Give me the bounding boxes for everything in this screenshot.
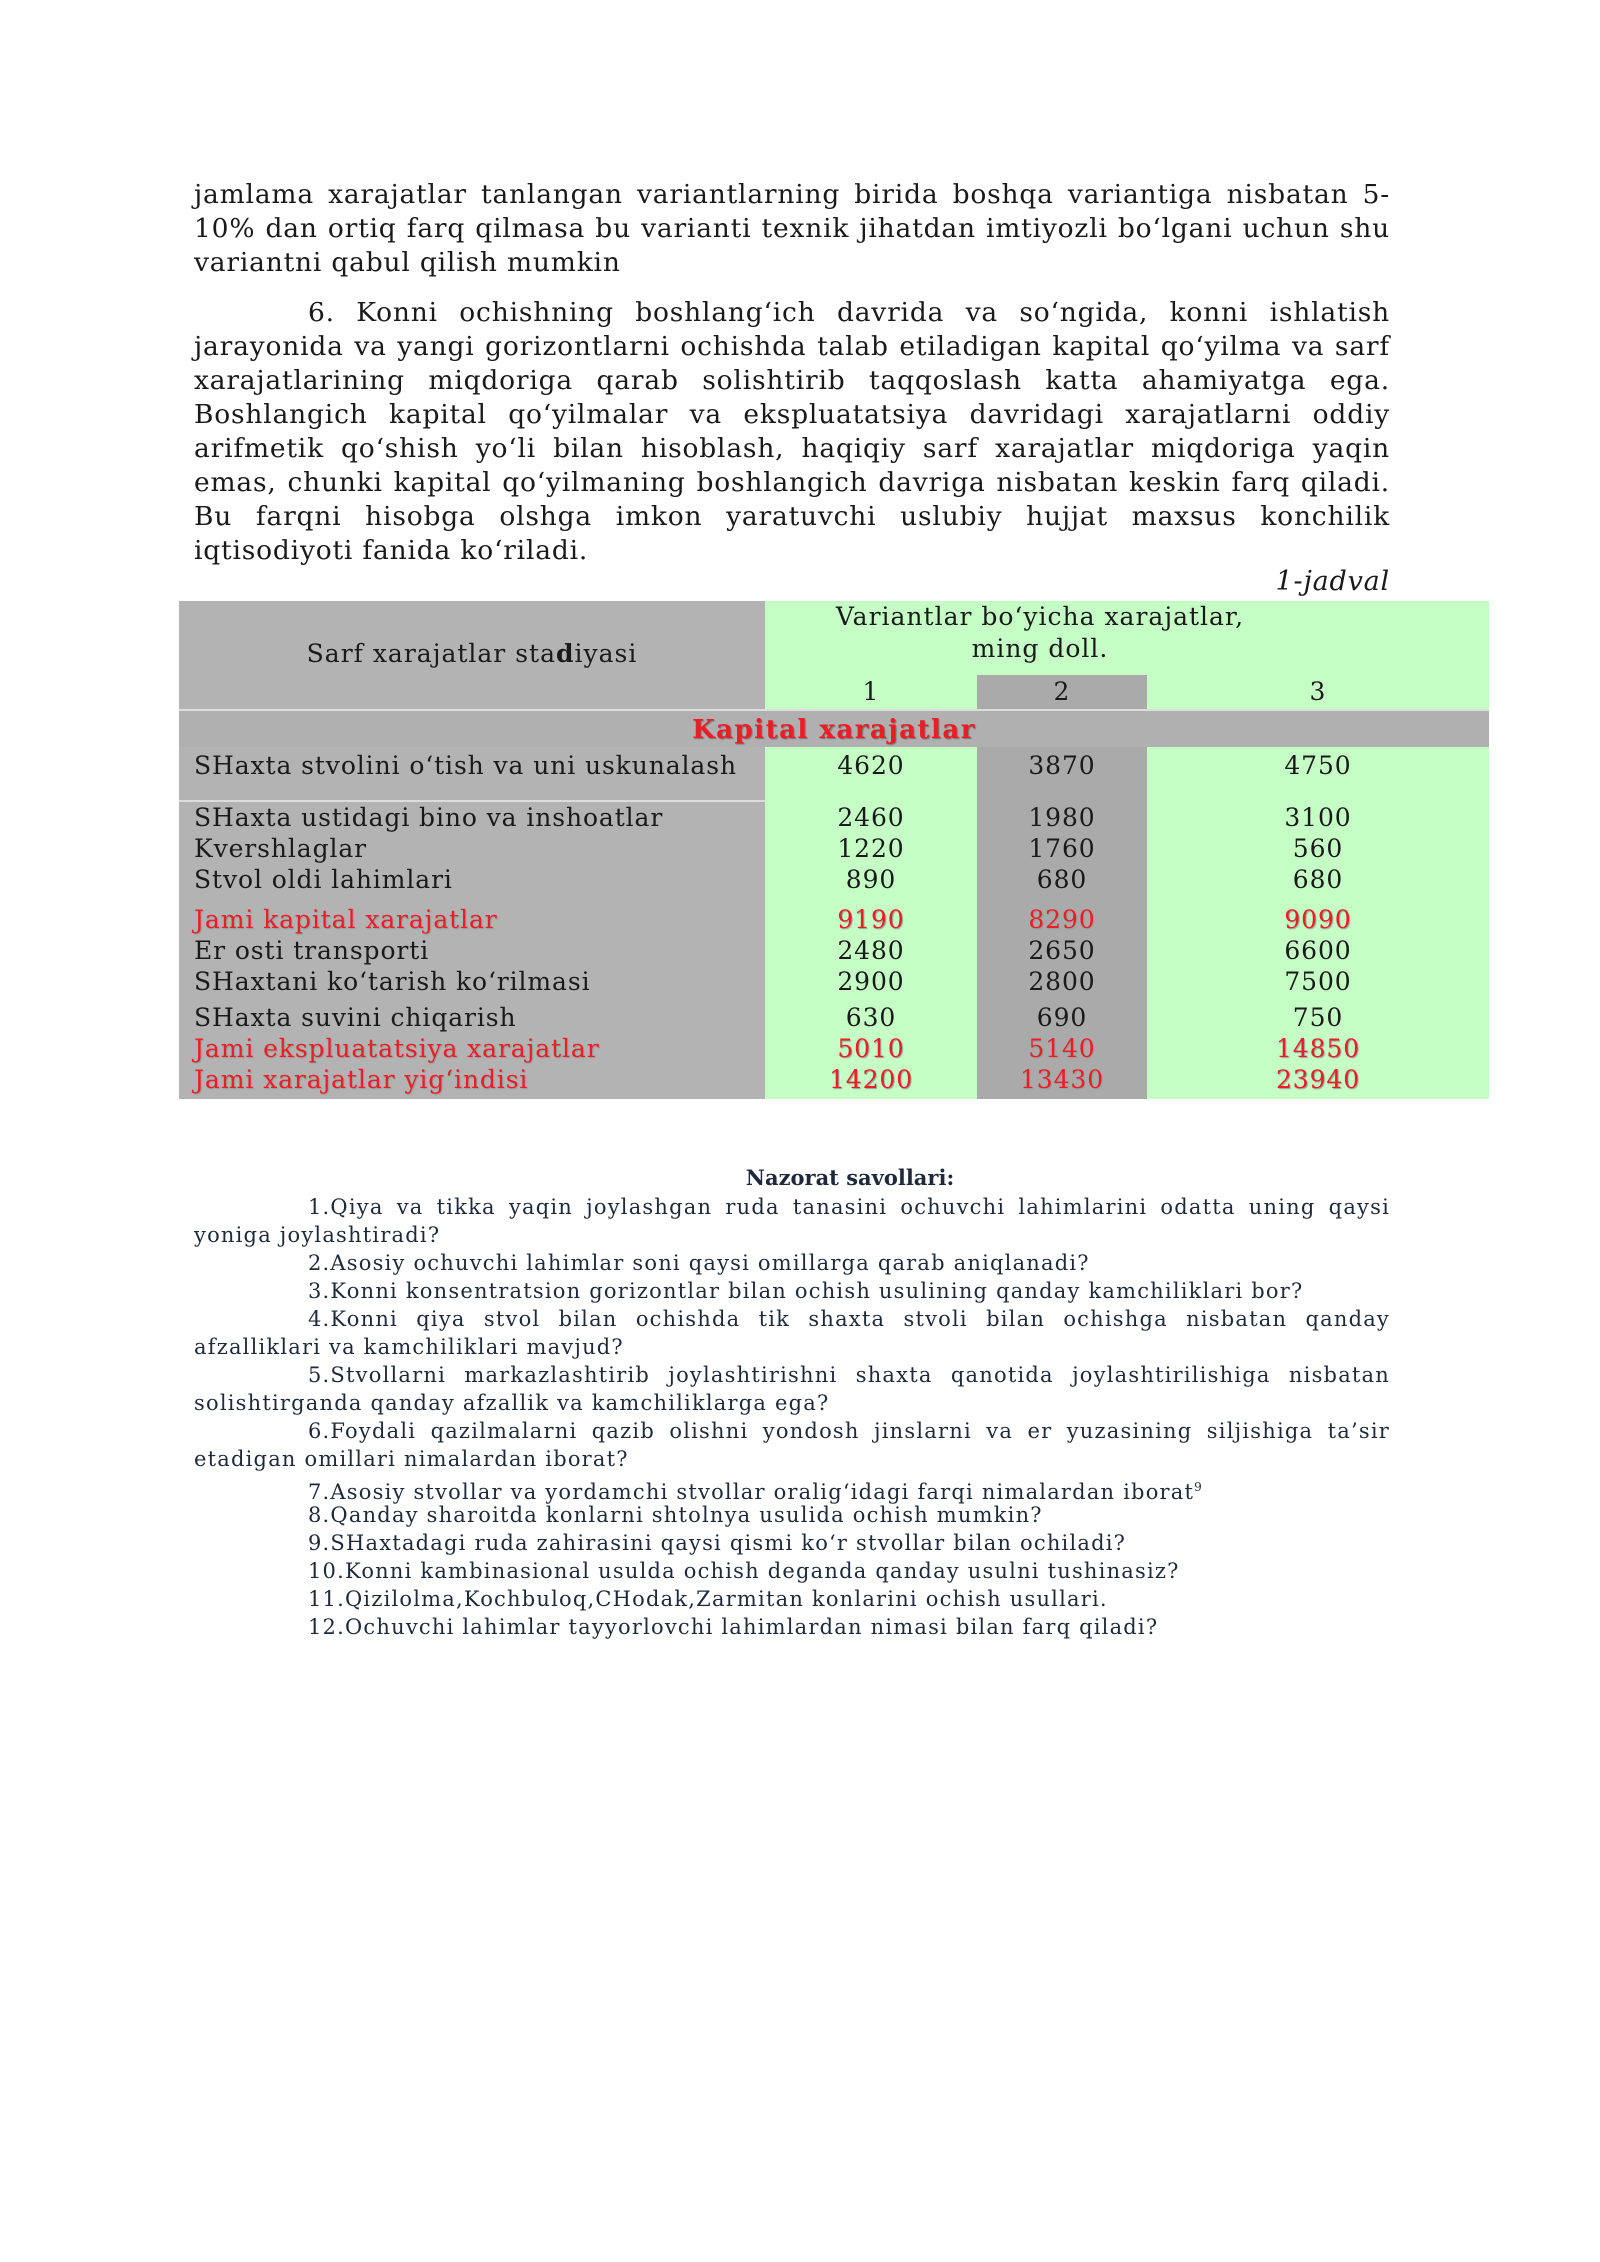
table-row-total bbox=[179, 1064, 1489, 1095]
question-12: 12.Ochuvchi lahimlar tayyorlovchi lahimlardan nimasi bilan farq qiladi? bbox=[308, 1615, 1159, 1639]
table-row-total bbox=[179, 904, 1489, 935]
table-row bbox=[179, 966, 1489, 997]
question-1: 1.Qiya va tikka yaqin joylashgan ruda tanasini ochuvchi lahimlarini odatta uning qaysi yoniga joylashtiradi? bbox=[194, 1195, 1390, 1247]
question-7-text: 7.Asosiy stvollar va yordamchi stvollar oralig‘idagi farqi nimalardan iborat bbox=[308, 1480, 1195, 1504]
row-value-3: 6600 bbox=[1284, 936, 1352, 965]
intro-paragraph-2: 6. Konni ochishning boshlang‘ich davrida va so‘ngida, konni ishlatish jarayonida va yangi gorizontlarni ochishda talab etiladigan kapital qo‘yilma va sarf xarajatlarining miqdoriga qarab solishtirib taqqoslash katta ahamiyatga ega. Boshlangich kapital qo‘yilmalar va ekspluatatsiya davridagi xarajatlarni oddiy arifmetik qo‘shish yo‘li bilan hisoblash, haqiqiy sarf xarajatlar miqdoriga yaqin emas, chunki kapital qo‘yilmaning boshlangich davriga nisbatan keskin farq qiladi. Bu farqni hisobga olshga imkon yaratuvchi uslubiy hujjat maxsus konchilik iqtisodiyoti fanida ko‘riladi. bbox=[194, 297, 1390, 566]
row-value-2: 8290 bbox=[1028, 905, 1096, 934]
row-value-3: 560 bbox=[1292, 834, 1344, 863]
question-3: 3.Konni konsentratsion gorizontlar bilan ochish usulining qanday kamchiliklari bor? bbox=[308, 1279, 1304, 1303]
row-label: Jami kapital xarajatlar bbox=[194, 905, 498, 934]
row-label: SHaxta suvini chiqarish bbox=[194, 1003, 517, 1032]
row-value-3: 750 bbox=[1292, 1003, 1344, 1032]
row-label: SHaxta stvolini o‘tish va uni uskunalash bbox=[194, 751, 737, 780]
row-value-1: 9190 bbox=[837, 905, 905, 934]
row-value-3: 23940 bbox=[1275, 1065, 1361, 1094]
row-value-1: 1220 bbox=[837, 834, 905, 863]
row-value-1: 4620 bbox=[837, 751, 905, 780]
table-row-total bbox=[179, 1033, 1489, 1064]
question-8: 8.Qanday sharoitda konlarni shtolnya usulida ochish mumkin? bbox=[308, 1503, 1043, 1527]
table-row bbox=[179, 750, 1489, 781]
table-row bbox=[179, 1002, 1489, 1033]
intro-paragraph-1: jamlama xarajatlar tanlangan variantlarning birida boshqa variantiga nisbatan 5-10% dan ortiq farq qilmasa bu varianti texnik jihatdan imtiyozli bo‘lgani uchun shu variantni qabul qilish mumkin bbox=[194, 179, 1390, 278]
header-stage-label: Sarf xarajatlar stadiyasi bbox=[306, 639, 638, 668]
table-row bbox=[179, 935, 1489, 966]
question-5: 5.Stvollarni markazlashtirib joylashtirishni shaxta qanotida joylashtirilishiga nisbatan solishtirganda qanday afzallik va kamchiliklarga ega? bbox=[194, 1363, 1390, 1415]
row-label: Stvol oldi lahimlari bbox=[194, 865, 453, 894]
row-value-3: 4750 bbox=[1284, 751, 1352, 780]
row-value-3: 3100 bbox=[1284, 803, 1352, 832]
row-value-1: 2480 bbox=[837, 936, 905, 965]
row-value-1: 14200 bbox=[828, 1065, 914, 1094]
question-9: 9.SHaxtadagi ruda zahirasini qaysi qismi ko‘r stvollar bilan ochiladi? bbox=[308, 1531, 1127, 1555]
row-value-1: 5010 bbox=[837, 1034, 905, 1063]
row-value-3: 680 bbox=[1292, 865, 1344, 894]
footnote-marker: 9 bbox=[1194, 1480, 1203, 1494]
row-value-1: 890 bbox=[845, 865, 897, 894]
row-label: Jami ekspluatatsiya xarajatlar bbox=[194, 1034, 600, 1063]
table-row bbox=[179, 864, 1489, 895]
question-11: 11.Qizilolma,Kochbuloq,CHodak,Zarmitan konlarini ochish usullari. bbox=[308, 1587, 1108, 1611]
row-label: Jami xarajatlar yig‘indisi bbox=[194, 1065, 529, 1094]
row-value-1: 630 bbox=[845, 1003, 897, 1032]
question-10: 10.Konni kambinasional usulda ochish deganda qanday usulni tushinasiz? bbox=[308, 1559, 1180, 1583]
column-header-1: 1 bbox=[862, 677, 880, 706]
row-value-2: 690 bbox=[1036, 1003, 1088, 1032]
questions-title: Nazorat savollari: bbox=[745, 1165, 955, 1190]
row-value-2: 13430 bbox=[1019, 1065, 1105, 1094]
row-value-2: 1760 bbox=[1028, 834, 1096, 863]
row-label: Kvershlaglar bbox=[194, 834, 368, 863]
column-header-2: 2 bbox=[1053, 677, 1071, 706]
row-label: Er osti transporti bbox=[194, 936, 430, 965]
question-6: 6.Foydali qazilmalarni qazib olishni yondosh jinslarni va er yuzasining siljishiga ta’sir etadigan omillari nimalardan iborat? bbox=[194, 1419, 1390, 1471]
table-row bbox=[179, 802, 1489, 833]
row-value-2: 2650 bbox=[1028, 936, 1096, 965]
row-value-2: 3870 bbox=[1028, 751, 1096, 780]
table-row bbox=[179, 833, 1489, 864]
row-value-1: 2900 bbox=[837, 967, 905, 996]
row-value-2: 1980 bbox=[1028, 803, 1096, 832]
row-value-3: 9090 bbox=[1284, 905, 1352, 934]
row-label: SHaxta ustidagi bino va inshoatlar bbox=[194, 803, 664, 832]
question-4: 4.Konni qiya stvol bilan ochishda tik shaxta stvoli bilan ochishga nisbatan qanday afzalliklari va kamchiliklari mavjud? bbox=[194, 1307, 1390, 1359]
row-value-3: 7500 bbox=[1284, 967, 1352, 996]
row-value-2: 5140 bbox=[1028, 1034, 1096, 1063]
row-value-2: 680 bbox=[1036, 865, 1088, 894]
header-variants-line1: Variantlar bo‘yicha xarajatlar, bbox=[835, 602, 1245, 631]
header-variants-line2: ming doll. bbox=[971, 634, 1109, 663]
cost-table bbox=[179, 601, 1489, 1099]
section-title: Kapital xarajatlar bbox=[692, 715, 976, 745]
section-row-capital bbox=[179, 709, 1489, 749]
table-caption: 1-jadval bbox=[1275, 566, 1390, 597]
column-header-3: 3 bbox=[1309, 677, 1327, 706]
row-value-2: 2800 bbox=[1028, 967, 1096, 996]
row-label: SHaxtani ko‘tarish ko‘rilmasi bbox=[194, 967, 591, 996]
row-value-3: 14850 bbox=[1275, 1034, 1361, 1063]
question-2: 2.Asosiy ochuvchi lahimlar soni qaysi omillarga qarab aniqlanadi? bbox=[308, 1251, 1090, 1275]
row-value-1: 2460 bbox=[837, 803, 905, 832]
